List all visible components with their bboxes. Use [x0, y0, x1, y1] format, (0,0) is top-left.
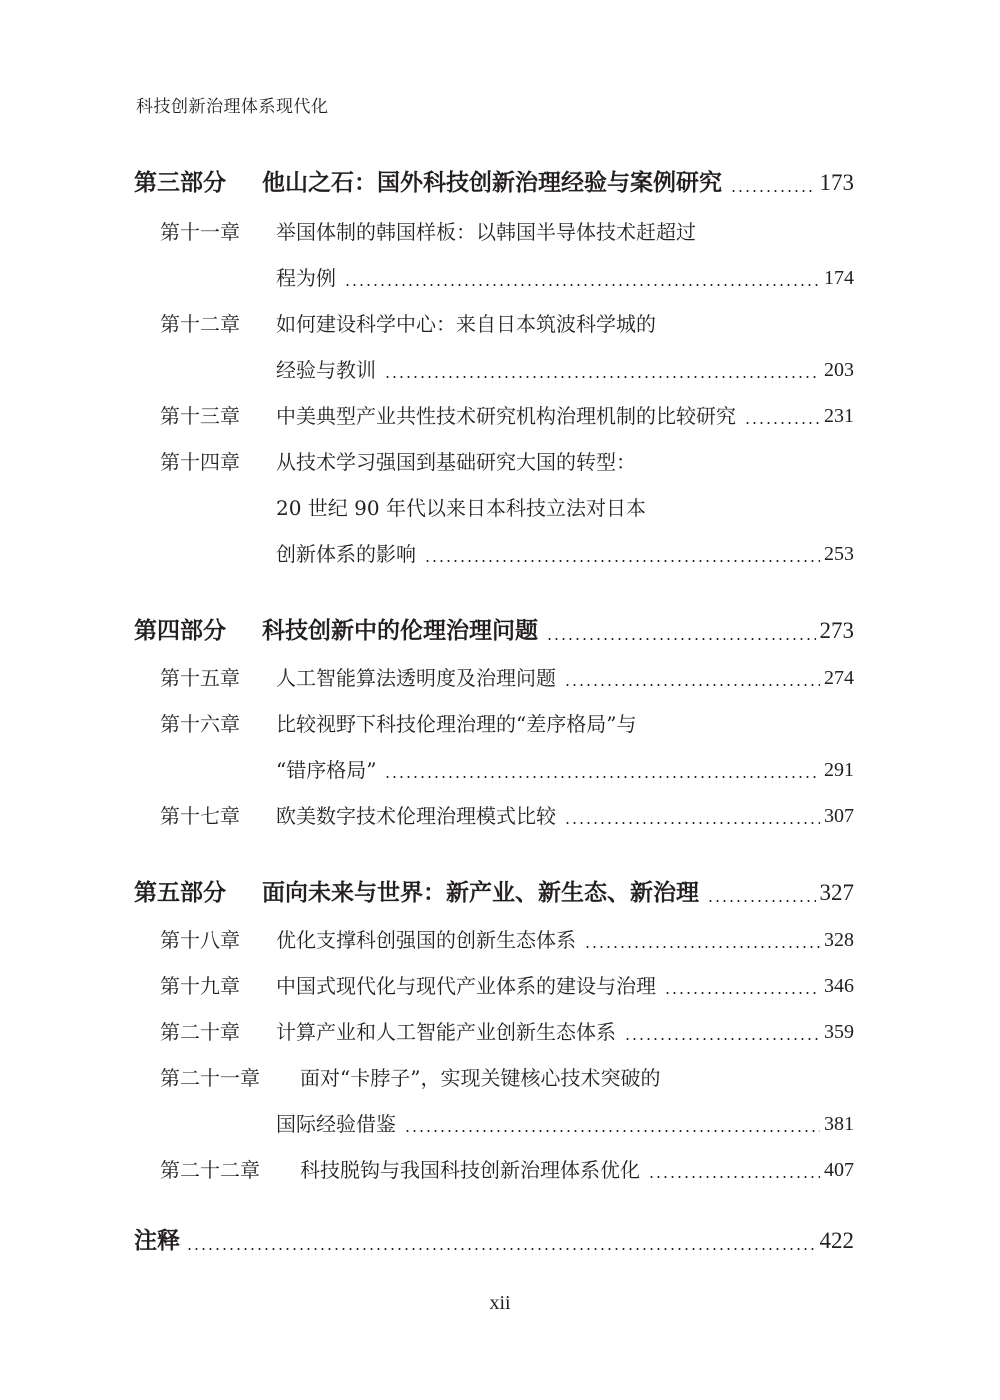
page-number-ref: 273 — [819, 618, 854, 643]
entry-title: 国际经验借鉴 — [276, 1112, 396, 1136]
entry-title: 中国式现代化与现代产业体系的建设与治理 — [276, 974, 656, 998]
toc-chapter-entry — [0, 660, 1000, 694]
dot-leader — [664, 992, 820, 994]
page-number-ref: 359 — [824, 1021, 854, 1043]
chapter-number: 第十七章 — [160, 804, 240, 828]
entry-title: 20 世纪 90 年代以来日本科技立法对日本 — [276, 496, 646, 520]
chapter-number: 第十九章 — [160, 974, 240, 998]
chapter-number: 第十五章 — [160, 666, 240, 690]
toc-chapter-entry — [0, 398, 1000, 432]
page-number-ref: 291 — [824, 759, 854, 781]
chapter-number: 第十一章 — [160, 220, 240, 244]
toc-chapter-entry — [0, 922, 1000, 956]
chapter-number: 第十三章 — [160, 404, 240, 428]
dot-leader — [186, 1248, 816, 1250]
entry-title: 如何建设科学中心：来自日本筑波科学城的 — [276, 312, 656, 336]
page-number-ref: 328 — [824, 929, 854, 951]
page-number-ref: 381 — [824, 1113, 854, 1135]
part-number: 第四部分 — [134, 617, 226, 644]
page-number-ref: 231 — [824, 405, 854, 427]
dot-leader — [564, 684, 820, 686]
dot-leader — [648, 1176, 820, 1178]
chapter-number: 第十四章 — [160, 450, 240, 474]
toc-chapter-entry — [0, 1014, 1000, 1048]
entry-title: 人工智能算法透明度及治理问题 — [276, 666, 556, 690]
toc-entry-continuation — [0, 260, 1000, 294]
dot-leader — [584, 946, 820, 948]
entry-title: “错序格局” — [276, 758, 377, 782]
toc-chapter-entry — [0, 798, 1000, 832]
dot-leader — [404, 1130, 820, 1132]
toc-chapter-entry — [0, 214, 1000, 248]
page-number-ref: 253 — [824, 543, 854, 565]
entry-title: 从技术学习强国到基础研究大国的转型： — [276, 450, 636, 474]
entry-title: 计算产业和人工智能产业创新生态体系 — [276, 1020, 616, 1044]
page-number-ref: 422 — [819, 1228, 854, 1253]
page-number-ref: 203 — [824, 359, 854, 381]
toc-chapter-entry — [0, 706, 1000, 740]
page-number-ref: 173 — [819, 170, 854, 195]
toc-chapter-entry — [0, 306, 1000, 340]
chapter-number: 第二十一章 — [160, 1066, 260, 1090]
entry-title: 创新体系的影响 — [276, 542, 416, 566]
page-number: xii — [489, 1292, 511, 1314]
toc-part-entry — [0, 876, 1000, 910]
dot-leader — [344, 284, 820, 286]
part-number: 第三部分 — [134, 169, 226, 196]
toc-chapter-entry — [0, 444, 1000, 478]
entry-title: 程为例 — [276, 266, 336, 290]
toc-chapter-entry — [0, 1060, 1000, 1094]
chapter-number: 第二十二章 — [160, 1158, 260, 1182]
dot-leader — [546, 638, 816, 640]
toc-entry-continuation — [0, 1106, 1000, 1140]
toc-entry-continuation — [0, 352, 1000, 386]
toc-part-entry — [0, 1224, 1000, 1258]
page-number-ref: 174 — [824, 267, 854, 289]
entry-title: 他山之石：国外科技创新治理经验与案例研究 — [262, 169, 722, 196]
page-number-ref: 407 — [824, 1159, 854, 1181]
entry-title: 经验与教训 — [276, 358, 376, 382]
dot-leader — [707, 900, 816, 902]
dot-leader — [424, 560, 820, 562]
running-header: 科技创新治理体系现代化 — [136, 97, 329, 117]
dot-leader — [384, 376, 820, 378]
entry-title: 面向未来与世界：新产业、新生态、新治理 — [262, 879, 699, 906]
dot-leader — [624, 1038, 820, 1040]
entry-title: 科技创新中的伦理治理问题 — [262, 617, 538, 644]
chapter-number: 第十六章 — [160, 712, 240, 736]
page-number-ref: 327 — [819, 880, 854, 905]
dot-leader — [564, 822, 820, 824]
entry-title: 科技脱钩与我国科技创新治理体系优化 — [300, 1158, 640, 1182]
entry-title: 举国体制的韩国样板：以韩国半导体技术赶超过 — [276, 220, 696, 244]
part-number: 第五部分 — [134, 879, 226, 906]
dot-leader — [744, 422, 820, 424]
chapter-number: 第二十章 — [160, 1020, 240, 1044]
page-number-ref: 346 — [824, 975, 854, 997]
chapter-number: 第十二章 — [160, 312, 240, 336]
part-number: 注释 — [134, 1227, 180, 1254]
dot-leader — [384, 776, 820, 778]
entry-title: 比较视野下科技伦理治理的“差序格局”与 — [276, 712, 637, 736]
toc-part-entry — [0, 614, 1000, 648]
toc-part-entry — [0, 166, 1000, 200]
page-number-ref: 307 — [824, 805, 854, 827]
entry-title: 优化支撑科创强国的创新生态体系 — [276, 928, 576, 952]
toc-entry-continuation — [0, 752, 1000, 786]
entry-title: 面对“卡脖子”，实现关键核心技术突破的 — [300, 1066, 661, 1090]
entry-title: 中美典型产业共性技术研究机构治理机制的比较研究 — [276, 404, 736, 428]
toc-entry-continuation — [0, 490, 1000, 524]
toc-chapter-entry — [0, 968, 1000, 1002]
entry-title: 欧美数字技术伦理治理模式比较 — [276, 804, 556, 828]
dot-leader — [730, 190, 816, 192]
page-number-ref: 274 — [824, 667, 854, 689]
toc-chapter-entry — [0, 1152, 1000, 1186]
toc-entry-continuation — [0, 536, 1000, 570]
chapter-number: 第十八章 — [160, 928, 240, 952]
